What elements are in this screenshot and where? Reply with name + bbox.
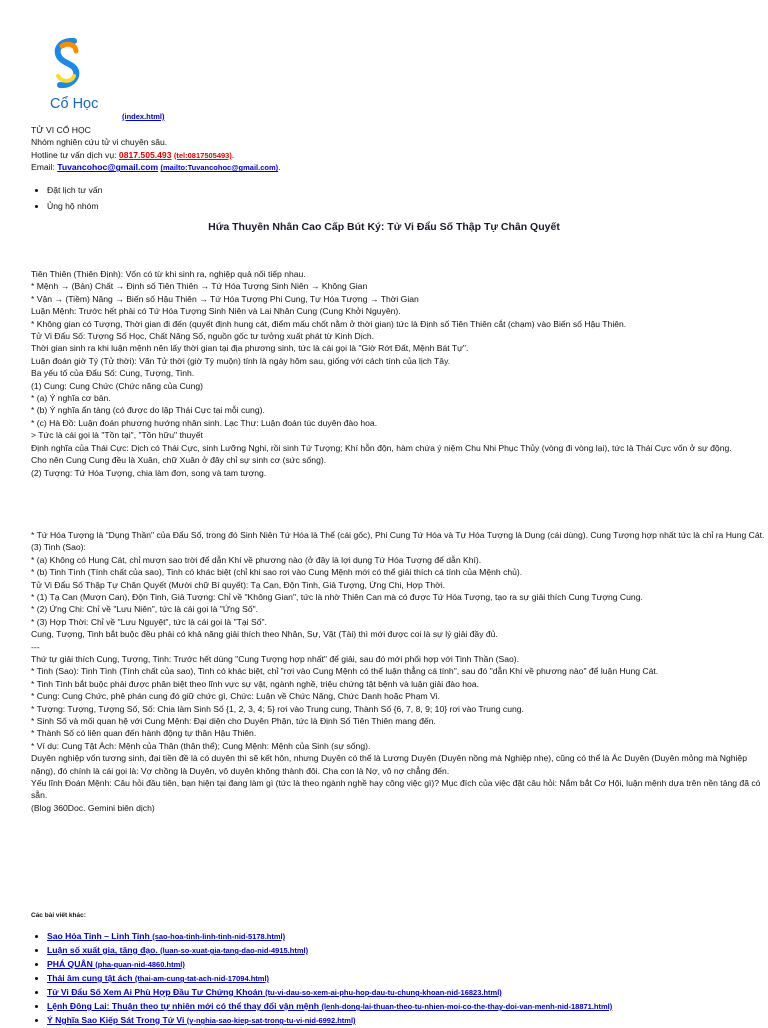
related-list — [31, 930, 766, 1028]
related-article-url: (sao-hoa-tinh-linh-tinh-nid-5178.html) — [152, 932, 286, 941]
paragraph: * (c) Hà Đồ: Luận đoán phương hướng nhân sinh. Lạc Thư: Luận đoán túc duyên đào hoa. — [31, 417, 378, 428]
paragraph: > Tức là cái gọi là "Tồn tại", "Tồn hữu" thuyết — [31, 430, 203, 441]
hotline-label: Hotline tư vấn dịch vụ: — [31, 149, 119, 160]
paragraph: * (1) Tạ Can (Mượn Can), Độn Tinh, Giả Tượng: Chỉ về "Không Gian", tức là nhờ Thiên Can mà có được Tứ Hóa Tượng, tạo ra sự giải thích Cung Tượng Cung. — [31, 591, 643, 602]
related-article-title: Ý Nghĩa Sao Kiếp Sát Trong Tử Vi — [47, 1015, 185, 1025]
paragraph: * Không gian có Tượng, Thời gian đi đến (quyết định hung cát, điểm mấu chốt nằm ở thời gian) tức là Định số Tiên Thiên cắt (chạm) vào Biến số Hậu Thiên. — [31, 318, 627, 329]
hotline-line — [31, 149, 751, 161]
related-item — [47, 986, 766, 1000]
paragraph: * (b) Tinh Tình (Tính chất của sao), Tinh có khác biệt (chỉ khi sao rơi vào Cung Mệnh mới có thể giải thích cá tính của Mệnh chủ). — [31, 567, 523, 578]
paragraph: * (3) Hợp Thời: Chỉ về "Lưu Nguyệt", tức là cái gọi là "Tại Số". — [31, 616, 267, 627]
related-article-link[interactable] — [47, 973, 269, 983]
home-link[interactable]: (index.html) — [122, 112, 165, 121]
article-part-1 — [31, 268, 766, 479]
paragraph: Cung, Tượng, Tinh bắt buộc đều phải có khả năng giải thích theo Nhân, Sự, Vật (Tài) thì mới được coi là sự lý giải đầy đủ. — [31, 629, 498, 640]
related-item — [47, 1000, 766, 1014]
site-name: TỬ VI CỔ HỌC — [31, 125, 91, 135]
content-gap — [31, 479, 766, 529]
article-body — [31, 268, 766, 814]
related-article-url: (lenh-dong-lai-thuan-theo-tu-nhien-moi-co-the-thay-doi-van-menh-nid-18871.html) — [321, 1002, 613, 1011]
paragraph: Luận đoán giờ Tý (Tử thời): Vãn Tử thời (giờ Tý muộn) tính là ngày hôm sau, giống với cách tính của lịch Tây. — [31, 355, 451, 366]
paragraph: * Tinh Tình bắt buộc phải được phân biệt theo lĩnh vực sự vật, ngành nghề, triệu chứng tật bệnh và luận giải đào hoa. — [31, 678, 479, 689]
email-label: Email: — [31, 162, 58, 173]
paragraph: * (2) Ứng Chi: Chỉ về "Lưu Niên", tức là cái gọi là "Ứng Số". — [31, 604, 259, 615]
paragraph: (Blog 360Doc. Gemini biên dịch) — [31, 802, 155, 813]
paragraph: Duyên nghiệp vốn tương sinh, đại tiền đề là có duyên thì sẽ kết hôn, nhưng Duyên có thể là Lương Duyên (Duyên nồng mà Nghiệp nhẹ), cũng có thể là Ác Duyên (Duyên mỏng mà Nghiệp nặng), đó chính là cái gọi là: Vợ chồng là Duyên, vô duyên không thành đôi. Cha con là Nợ, vô nợ chẳng đến. — [31, 753, 747, 776]
related-article-title: Lệnh Đông Lai: Thuận theo tự nhiên mới có thể thay đổi vận mệnh — [47, 1001, 320, 1011]
paragraph: * Ví dụ: Cung Tật Ách: Mệnh của Thân (thân thể); Cung Mệnh: Mệnh của Sinh (sự sống). — [31, 740, 371, 751]
related-article-url: (thai-am-cung-tat-ach-nid-17094.html) — [134, 974, 270, 983]
related-article-title: Luận số xuất gia, tăng đạo. — [47, 945, 158, 955]
paragraph: (1) Cung: Cung Chức (Chức năng của Cung) — [31, 380, 204, 391]
related-articles — [31, 910, 766, 1028]
paragraph: * Tượng: Tượng, Tượng Số, Số: Chia làm Sinh Số {1, 2, 3, 4; 5} rơi vào Trung cung, Thành Số {6, 7, 8, 9; 10} rơi vào Trung cung. — [31, 703, 524, 714]
paragraph: Cho nên Cung Cung đều là Xuân, chữ Xuân ở đây chỉ sự sinh cơ (sức sống). — [31, 455, 327, 466]
hotline-tel-link[interactable]: (tel:0817505493) — [173, 150, 232, 160]
related-item — [47, 944, 766, 958]
related-article-url: (luan-so-xuat-gia-tang-dao-nid-4915.html) — [160, 946, 309, 955]
related-article-url: (y-nghia-sao-kiep-sat-trong-tu-vi-nid-6992.html) — [186, 1016, 356, 1025]
related-item — [47, 972, 766, 986]
related-article-title: Sao Hỏa Tinh – Linh Tinh — [47, 931, 150, 941]
paragraph: * Thành Số có liên quan đến hành động tự thân Hậu Thiên. — [31, 728, 257, 739]
related-article-link[interactable] — [47, 945, 308, 955]
site-tagline: Nhóm nghiên cứu tử vi chuyên sâu. — [31, 137, 168, 148]
paragraph: * Tứ Hóa Tượng là "Dụng Thần" của Đẩu Số, trong đó Sinh Niên Tứ Hóa là Thể (cái gốc), Phi Cung Tứ Hóa và Tự Hóa Tượng là Dụng (cái dùng). Cung Tượng hợp nhất tức là chỉ ra Hung Cát. — [31, 529, 765, 540]
related-article-link[interactable] — [47, 959, 185, 969]
paragraph: * Mệnh → (Bản) Chất → Định số Tiên Thiên → Tứ Hóa Tượng Sinh Niên → Không Gian — [31, 281, 368, 292]
related-article-title: Thái âm cung tật ách — [47, 973, 133, 983]
article-part-2 — [31, 529, 766, 814]
related-item — [47, 958, 766, 972]
article-title: Hứa Thuyên Nhân Cao Cấp Bút Ký: Tử Vi Đẩu Số Thập Tự Chân Quyết — [208, 221, 560, 233]
hotline-end: . — [231, 149, 235, 160]
paragraph: Yếu lĩnh Đoán Mệnh: Câu hỏi đầu tiên, bạn hiện tại đang làm gì (tức là theo ngành nghề hay công việc gì)? Mục đích của việc đặt câu hỏi: Nắm bắt Cơ Hội, luận mệnh dựa trên nền tảng đã có sẵn. — [31, 778, 761, 801]
paragraph: (3) Tinh (Sao): — [31, 542, 86, 553]
site-info — [31, 124, 751, 174]
paragraph: Tử Vi Đẩu Số: Tượng Số Học, Chất Năng Số, nguồn gốc tư tưởng xuất phát từ Kinh Dịch. — [31, 331, 375, 342]
paragraph: Ba yếu tố của Đẩu Số: Cung, Tượng, Tinh. — [31, 368, 195, 379]
paragraph: * Tinh (Sao): Tinh Tình (Tính chất của sao), Tinh có khác biệt, chỉ "rơi vào Cung Mệnh có thể luận thẳng cá tính", sau đó "dẫn Khí về phương nào" để luận Hung Cát. — [31, 666, 659, 677]
paragraph: Tử Vi Đẩu Số Thập Tự Chân Quyết (Mười chữ Bí quyết): Tạ Can, Độn Tinh, Giả Tượng, Ứng Chi, Hợp Thời. — [31, 579, 446, 590]
related-item — [47, 930, 766, 944]
paragraph: --- — [31, 641, 40, 652]
paragraph: * (a) Ý nghĩa cơ bản. — [31, 393, 111, 404]
hotline-number-link[interactable]: 0817.505.493 — [118, 149, 172, 160]
paragraph: Định nghĩa của Thái Cực: Dịch có Thái Cực, sinh Lưỡng Nghi, rồi sinh Tứ Tượng; Khí hỗn độn, hàm chứa ý niệm Chu Nhi Phục Thủy (vòng đi vòng lại), tức là Thái Cực vốn ở sự động. — [31, 442, 732, 453]
paragraph: * (a) Không có Hung Cát, chỉ mượn sao trời để dẫn Khí về phương nào (ở đây là lợi dụng Tứ Hóa Tượng để dẫn Khí). — [31, 554, 482, 565]
paragraph: * Cung: Cung Chức, phê phán cung đó giữ chức gì, Chức: Luận về Chức Năng, Chức Danh hoặc Phạm Vi. — [31, 691, 440, 702]
paragraph: * Vận → (Tiềm) Năng → Biến số Hậu Thiên → Tứ Hóa Tượng Phi Cung, Tự Hóa Tượng → Thời Gian — [31, 293, 419, 304]
logo-text: Cổ Học — [50, 96, 99, 112]
paragraph: Luận Mệnh: Trước hết phải có Tứ Hóa Tượng Sinh Niên và Lai Nhân Cung (Cung Khởi Nguyên). — [31, 306, 401, 317]
site-logo[interactable] — [48, 38, 112, 118]
email-mailto-link[interactable]: (mailto:Tuvancohoc@gmail.com) — [160, 163, 279, 173]
related-article-title: Tử Vi Đẩu Số Xem Ai Phù Hợp Đầu Tư Chứng Khoán — [47, 987, 263, 997]
email-line — [31, 161, 751, 173]
related-item — [47, 1014, 766, 1028]
related-article-link[interactable] — [47, 1001, 612, 1011]
paragraph: Thứ tự giải thích Cung, Tượng, Tinh: Trước hết dùng "Cung Tượng hợp nhất" để giải, sau đó mới phối hợp với Tinh Thần (Sao). — [31, 653, 520, 664]
related-article-link[interactable] — [47, 931, 285, 941]
related-heading: Các bài viết khác: — [31, 912, 86, 919]
nav-item-booking[interactable]: • Đặt lịch tư vấn — [47, 184, 102, 200]
nav-list — [31, 184, 102, 216]
related-article-url: (pha-quan-nid-4860.html) — [95, 960, 185, 969]
paragraph: Tiên Thiên (Thiên Định): Vốn có từ khi sinh ra, nghiệp quả nối tiếp nhau. — [31, 269, 306, 279]
related-article-url: (tu-vi-dau-so-xem-ai-phu-hop-dau-tu-chung-khoan-nid-16823.html) — [265, 988, 502, 997]
paragraph: * (b) Ý nghĩa ẩn tàng (có được do lập Thái Cực tại mỗi cung). — [31, 405, 265, 416]
email-end: . — [278, 162, 281, 173]
paragraph: * Sinh Số và mối quan hệ với Cung Mệnh: Đại diện cho Duyên Phận, tức là Định Số Tiên Thiên mang đến. — [31, 716, 436, 726]
paragraph: (2) Tượng: Tứ Hóa Tượng, chia làm đơn, song và tam tượng. — [31, 467, 267, 478]
related-article-title: PHÁ QUÂN — [47, 959, 93, 969]
email-link[interactable]: Tuvancohoc@gmail.com — [57, 162, 159, 173]
related-article-link[interactable] — [47, 987, 502, 997]
swirl-logo-icon — [48, 38, 88, 92]
paragraph: Thời gian sinh ra khi luận mệnh nên lấy thời gian tại địa phương sinh, tức là cái gọi là "Giờ Rớt Đất, Mệnh Bát Tự". — [31, 343, 469, 354]
nav-item-support[interactable]: • Ủng hộ nhóm — [47, 200, 102, 216]
